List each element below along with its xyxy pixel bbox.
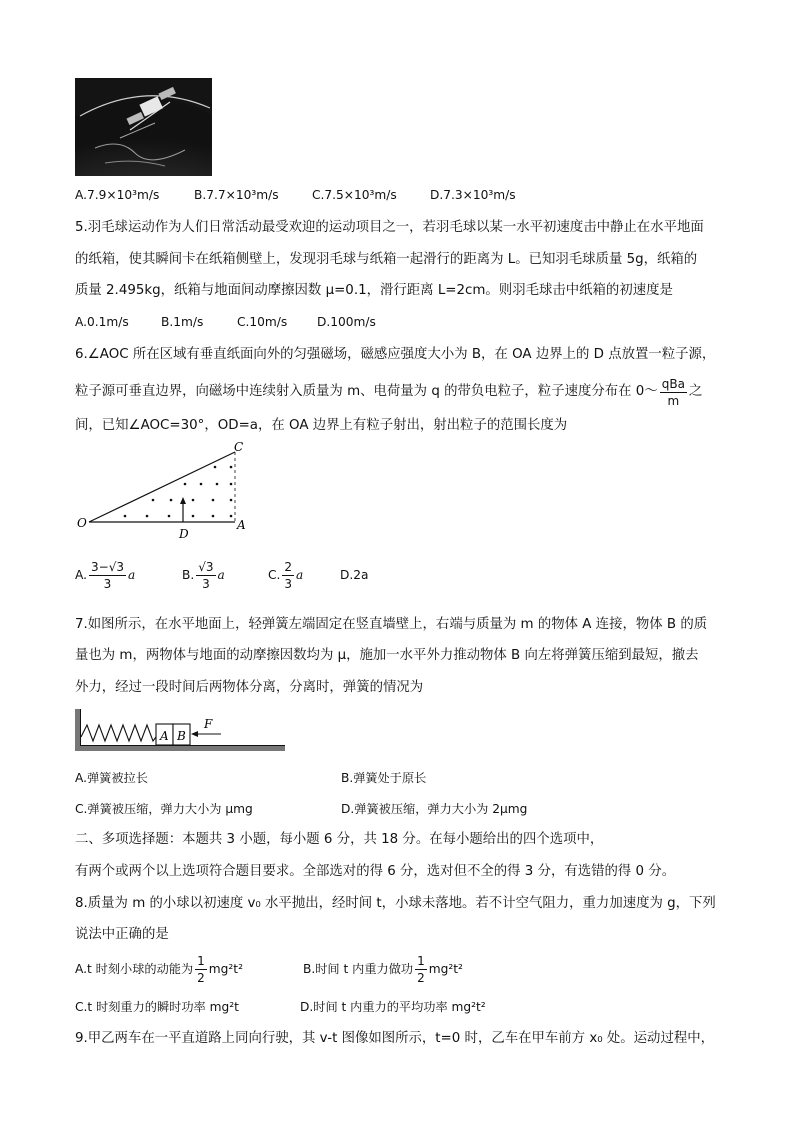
q5-line-2: 的纸箱，使其瞬间卡在纸箱侧壁上，发现羽毛球与纸箱一起滑行的距离为 L。已知羽毛球质量 5g，纸箱的 [75, 252, 698, 267]
q6-option-c-numerator: 2 [284, 559, 293, 574]
q8-option-b-expr: mg²t² [428, 962, 463, 976]
q4-option-b: B.7.7×10³m/s [194, 188, 279, 202]
q6-option-a-prefix: A. [75, 568, 87, 582]
q6-speed-numerator: qBa [661, 376, 685, 391]
q7-option-a: A.弹簧被拉长 [75, 771, 148, 785]
q6-option-a-denominator: 3 [103, 576, 112, 591]
q8-option-a-expr: mg²t² [208, 962, 243, 976]
q8-option-c: C.t 时刻重力的瞬时功率 mg²t [75, 1000, 239, 1014]
q6-label-c: C [234, 440, 244, 454]
q6-label-a: A [237, 518, 246, 532]
q4-option-d: D.7.3×10³m/s [430, 188, 516, 202]
q8-option-a-text: A.t 时刻小球的动能为 [75, 962, 194, 976]
q6-option-b-numerator: √3 [198, 559, 214, 574]
q7-spring-diagram [75, 707, 290, 757]
q8-option-b-text: B.时间 t 内重力做功 [303, 962, 414, 976]
q6-option-a-suffix: a [127, 568, 136, 582]
q7-line-2: 量也为 m，两物体与地面的动摩擦因数均为 μ，施加一水平外力推动物体 B 向左将弹簧压缩到最短，撤去 [75, 648, 699, 663]
q7-option-d: D.弹簧被压缩，弹力大小为 2μmg [341, 802, 528, 816]
q6-option-a-numerator: 3−√3 [91, 559, 124, 574]
q8-line-2: 说法中正确的是 [75, 927, 169, 942]
q6-option-a [75, 557, 135, 593]
section2-line-2: 有两个或两个以上选项符合题目要求。全部选对的得 6 分，选对但不全的得 3 分，有选错的得 0 分。 [75, 864, 676, 879]
q6-option-c-suffix: a [296, 568, 304, 582]
q5-line-1: 5.羽毛球运动作为人们日常活动最受欢迎的运动项目之一，若羽毛球以某一水平初速度击中静止在水平地面 [75, 220, 704, 235]
q5-option-c: C.10m/s [237, 315, 288, 329]
q5-line-3: 质量 2.495kg，纸箱与地面间动摩擦因数 μ=0.1，滑行距离 L=2cm。则羽毛球击中纸箱的初速度是 [75, 283, 673, 298]
q8-option-b-numerator: 1 [417, 953, 425, 968]
q6-line-2-text: 粒子源可垂直边界，向磁场中连续射入质量为 m、电荷量为 q 的带负电粒子，粒子速度分布在 0～ [75, 384, 658, 399]
q5-option-d: D.100m/s [317, 315, 376, 329]
q8-option-b-denominator: 2 [417, 970, 425, 985]
q6-option-c-prefix: C. [268, 568, 281, 582]
section2-line-1: 二、多项选择题：本题共 3 小题，每小题 6 分，共 18 分。在每小题给出的四个选项中， [75, 832, 604, 847]
q5-option-a: A.0.1m/s [75, 315, 129, 329]
q8-option-a [75, 950, 243, 988]
q5-option-b: B.1m/s [161, 315, 204, 329]
q6-label-d: D [179, 527, 189, 541]
q6-line-2 [75, 372, 702, 412]
q6-option-b-fraction [196, 559, 215, 592]
q6-label-o: O [77, 516, 87, 530]
q6-option-c [268, 557, 303, 593]
q6-option-c-denominator: 3 [284, 576, 293, 591]
q6-option-b [182, 557, 225, 593]
q8-option-a-fraction [195, 953, 207, 986]
q7-line-1: 7.如图所示，在水平地面上，轻弹簧左端固定在竖直墙壁上，右端与质量为 m 的物体 A 连接，物体 B 的质 [75, 617, 708, 632]
q6-line-2-end: 之 [688, 384, 703, 399]
q8-option-d: D.时间 t 内重力的平均功率 mg²t² [300, 1000, 486, 1014]
q6-line-1: 6.∠AOC 所在区域有垂直纸面向外的匀强磁场，磁感应强度大小为 B，在 OA 边界上的 D 点放置一粒子源， [75, 347, 716, 362]
q7-line-3: 外力，经过一段时间后两物体分离，分离时，弹簧的情况为 [75, 680, 424, 695]
q7-option-c: C.弹簧被压缩，弹力大小为 μmg [75, 802, 253, 816]
q6-option-b-suffix: a [217, 568, 225, 582]
satellite-photo [75, 78, 212, 176]
q8-option-b-fraction [415, 953, 427, 986]
q8-option-a-numerator: 1 [197, 953, 205, 968]
q6-option-a-fraction [89, 559, 126, 592]
q6-option-c-fraction [282, 559, 294, 592]
q6-field-diagram [75, 437, 255, 547]
q9-line-1: 9.甲乙两车在一平直道路上同向行驶，其 v-t 图像如图所示，t=0 时，乙车在甲车前方 x₀ 处。运动过程中， [75, 1031, 715, 1046]
q7-label-f: F [204, 717, 213, 731]
q6-line-3: 间，已知∠AOC=30°，OD=a，在 OA 边界上有粒子射出，射出粒子的范围长度为 [75, 418, 568, 433]
q8-option-b [303, 950, 463, 988]
q6-option-b-prefix: B. [182, 568, 195, 582]
q4-option-a: A.7.9×10³m/s [75, 188, 160, 202]
q4-option-c: C.7.5×10³m/s [312, 188, 397, 202]
q7-label-b: B [177, 729, 186, 743]
q7-option-b: B.弹簧处于原长 [341, 771, 427, 785]
q8-option-a-denominator: 2 [197, 970, 205, 985]
q8-line-1: 8.质量为 m 的小球以初速度 v₀ 水平抛出，经时间 t，小球未落地。若不计空气阻力，重力加速度为 g，下列 [75, 896, 716, 911]
q7-label-a: A [160, 729, 169, 743]
q6-option-b-denominator: 3 [202, 576, 210, 591]
q6-option-d: D.2a [340, 568, 369, 582]
q6-speed-fraction [660, 376, 687, 409]
q6-speed-denominator: m [667, 393, 680, 408]
